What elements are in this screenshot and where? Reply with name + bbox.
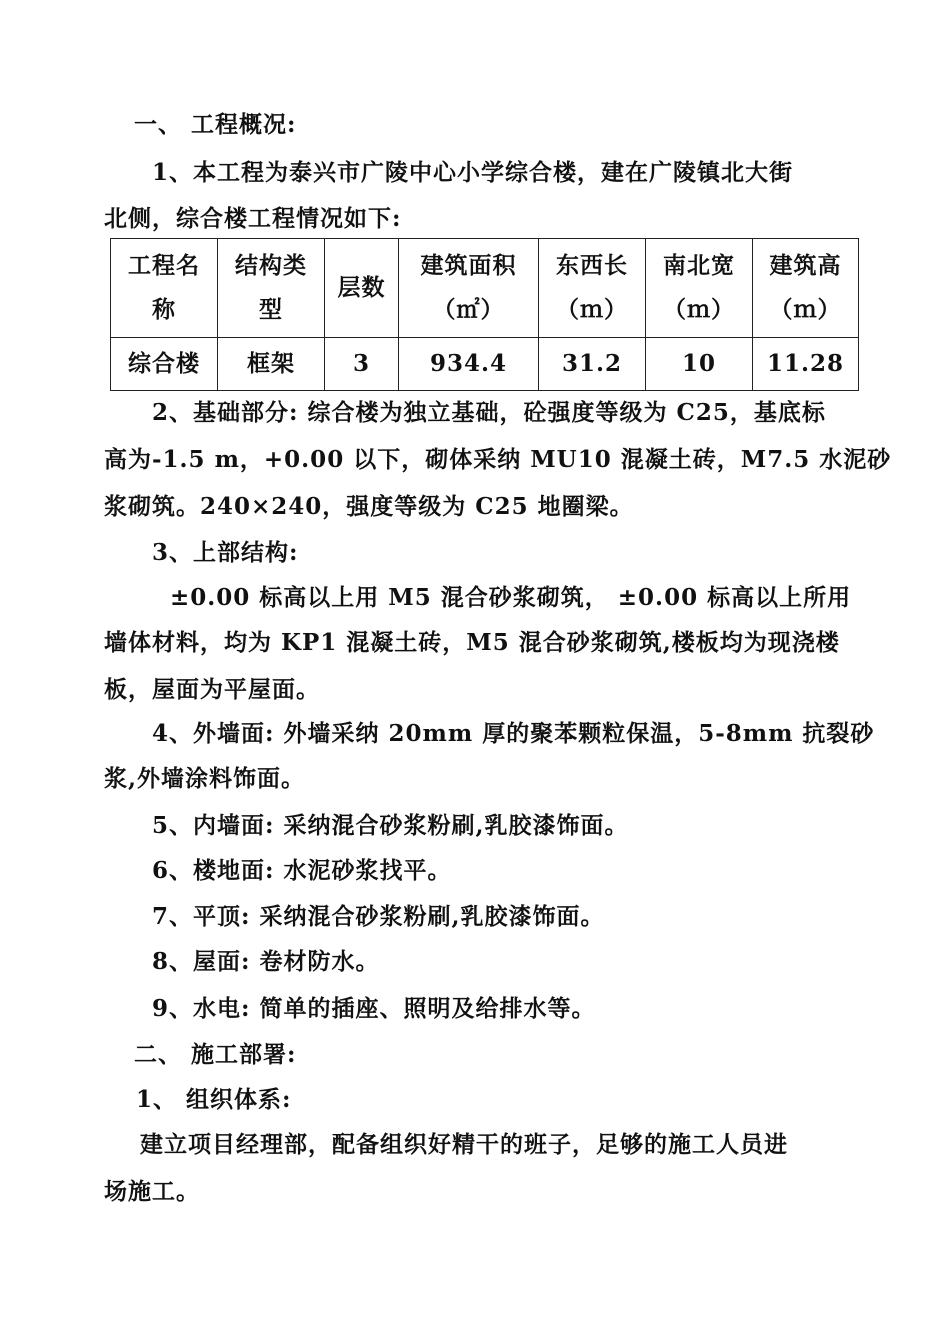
header-cell-name: 工程名 称 (111, 239, 218, 338)
header-cell-floors: 层数 (325, 239, 399, 338)
paragraph-1-line-1: 1、本工程为泰兴市广陵中心小学综合楼，建在广陵镇北大街 (152, 159, 794, 186)
table-header-row (111, 239, 859, 338)
paragraph-4-line-1: 4、外墙面: 外墙采纳 20mm 厚的聚苯颗粒保温，5-8mm 抗裂砂 (152, 720, 875, 747)
header-cell-ew-length: 东西长 （ｍ） (539, 239, 646, 338)
paragraph-6: 6、楼地面: 水泥砂浆找平。 (152, 857, 452, 884)
header-cell-height: 建筑高 （ｍ） (753, 239, 859, 338)
section-2-item-1-heading: 1、 组织体系: (136, 1086, 292, 1113)
paragraph-4-line-2: 浆,外墙涂料饰面。 (104, 765, 306, 792)
paragraph-9: 9、水电: 简单的插座、照明及给排水等。 (152, 995, 596, 1022)
paragraph-3-line-3: 板，屋面为平屋面。 (104, 676, 320, 703)
paragraph-7: 7、平顶: 采纳混合砂浆粉刷,乳胶漆饰面。 (152, 903, 605, 930)
header-cell-area: 建筑面积 （㎡） (399, 239, 539, 338)
table-cell: 31.2 (539, 338, 646, 391)
project-overview-table (110, 238, 859, 391)
header-cell-ns-width: 南北宽 （ｍ） (646, 239, 753, 338)
section-1-heading: 一、 工程概况: (134, 111, 297, 138)
paragraph-2-line-1: 2、基础部分: 综合楼为独立基础，砼强度等级为 C25，基底标 (152, 399, 826, 426)
table-cell: 3 (325, 338, 399, 391)
table-cell: 934.4 (399, 338, 539, 391)
paragraph-1-line-2: 北侧，综合楼工程情况如下: (104, 205, 402, 232)
paragraph-5: 5、内墙面: 采纳混合砂浆粉刷,乳胶漆饰面。 (152, 812, 629, 839)
section-2-item-1-line-2: 场施工。 (104, 1178, 200, 1205)
section-2-item-1-line-1: 建立项目经理部，配备组织好精干的班子，足够的施工人员进 (140, 1131, 788, 1158)
table-cell: 综合楼 (111, 338, 218, 391)
paragraph-2-line-2: 高为-1.5 m，+0.00 以下，砌体采纳 MU10 混凝土砖，M7.5 水泥砂 (104, 446, 892, 473)
header-cell-structure: 结构类 型 (218, 239, 325, 338)
paragraph-3-line-1: ±0.00 标高以上用 M5 混合砂浆砌筑， ±0.00 标高以上所用 (170, 584, 852, 611)
paragraph-3-line-2: 墙体材料，均为 KP1 混凝土砖，M5 混合砂浆砌筑,楼板均为现浇楼 (104, 629, 840, 656)
table-cell: 框架 (218, 338, 325, 391)
paragraph-3-heading: 3、上部结构: (152, 539, 299, 566)
table-row (111, 338, 859, 391)
table-cell: 10 (646, 338, 753, 391)
paragraph-2-line-3: 浆砌筑。240×240，强度等级为 C25 地圈梁。 (104, 493, 634, 520)
section-2-heading: 二、 施工部署: (134, 1041, 297, 1068)
paragraph-8: 8、屋面: 卷材防水。 (152, 948, 380, 975)
table-cell: 11.28 (753, 338, 859, 391)
